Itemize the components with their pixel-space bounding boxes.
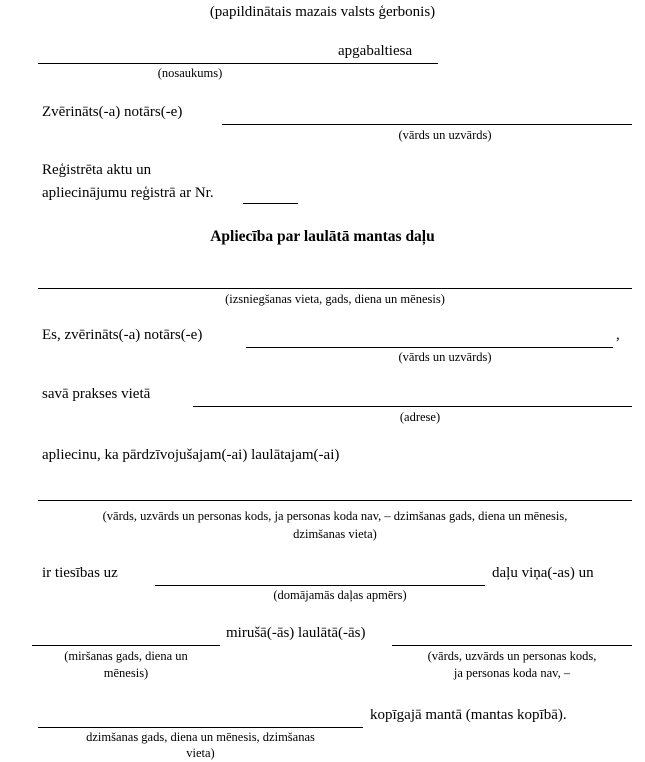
court-name-caption: (nosaukums) [157,66,223,80]
practice-place-label: savā prakses vietā [42,386,151,402]
me-notary-name-caption: (vārds un uzvārds) [398,350,492,364]
issue-place-blank [38,268,632,289]
death-caption-line-1: (miršanas gads, diena un [64,649,188,663]
rights-share-caption: (domājamās daļas apmērs) [273,588,407,602]
death-date-blank [32,625,220,646]
court-suffix: apgabaltiesa [338,43,413,59]
register-line-2: apliecinājumu reģistrā ar Nr. [42,185,214,201]
practice-place-blank [193,386,632,407]
notary-label: Zvērināts(-a) notārs(-e) [42,104,183,120]
me-notary-name-blank [246,327,613,348]
notary-name-caption: (vārds un uzvārds) [398,128,492,142]
register-line-1: Reģistrēta aktu un [42,162,152,178]
deceased-name-blank [392,625,632,646]
notary-name-blank [222,104,632,125]
rights-share-blank [155,565,485,586]
practice-place-caption: (adrese) [399,410,441,424]
deceased-label: mirušā(-ās) laulātā(-ās) [226,625,366,641]
top-emblem-note: (papildinātais mazais valsts ģerbonis) [209,4,436,20]
document-title: Apliecība par laulātā mantas daļu [210,228,435,245]
rights-tail: daļu viņa(-as) un [492,565,594,581]
me-notary-comma: , [616,327,620,343]
register-number-blank [243,185,298,204]
deceased-caption-line-1: (vārds, uzvārds un personas kods, [427,649,597,663]
rights-label: ir tiesības uz [42,565,118,581]
final-text: kopīgajā mantā (mantas kopībā). [370,707,567,723]
issue-place-caption: (izsniegšanas vieta, gads, diena un mēnesis) [225,292,445,306]
certify-text: apliecinu, ka pārdzīvojušajam(-ai) laulātajam(-ai) [42,447,340,463]
survivor-caption-line-1: (vārds, uzvārds un personas kods, ja personas koda nav, – dzimšanas gads, diena un mēnesis, [102,509,568,523]
death-caption-line-2: mēnesis) [103,666,149,680]
deceased-caption-line-2: ja personas koda nav, – [453,666,571,680]
birth-caption-line-1: dzimšanas gads, diena un mēnesis, dzimšanas [86,730,315,744]
survivor-name-blank [38,480,632,501]
survivor-caption-line-2: dzimšanas vieta) [293,527,377,541]
me-notary-label: Es, zvērināts(-a) notārs(-e) [42,327,203,343]
birth-data-blank [38,707,363,728]
birth-caption-line-2: vieta) [186,746,215,760]
